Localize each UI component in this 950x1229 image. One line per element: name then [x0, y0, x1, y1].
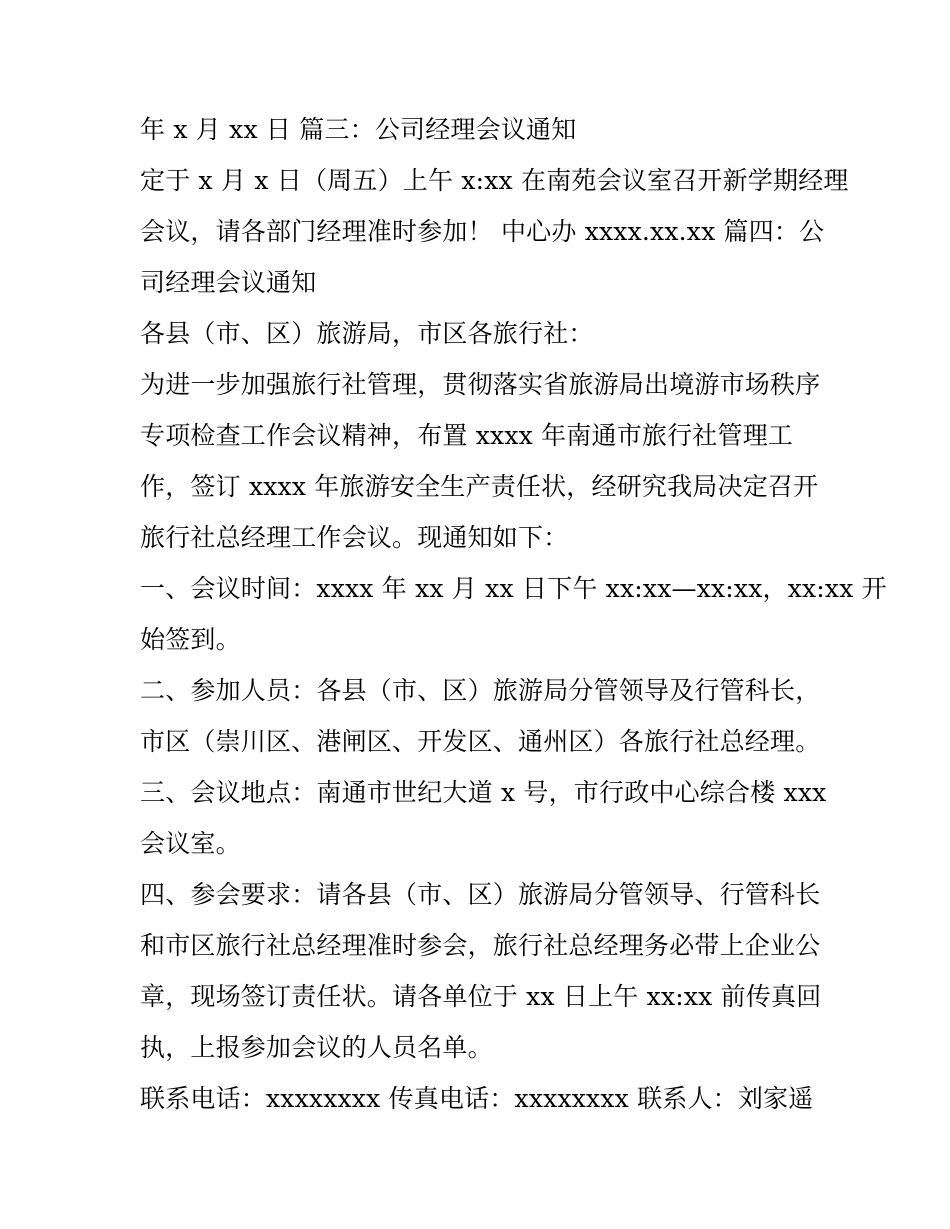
text-line-17: 和市区旅行社总经理准时参会，旅行社总经理务必带上企业公	[140, 931, 821, 960]
text-line-13: 市区（崇川区、港闸区、开发区、通州区）各旅行社总经理。	[140, 727, 821, 756]
text-line-19: 执，上报参加会议的人员名单。	[140, 1033, 493, 1062]
text-line-4: 司经理会议通知	[140, 268, 317, 297]
text-line-7: 专项检查工作会议精神，布置 xxxx 年南通市旅行社管理工	[140, 421, 794, 450]
text-line-9: 旅行社总经理工作会议。现通知如下：	[140, 523, 569, 552]
document-body	[140, 108, 887, 1128]
text-line-6: 为进一步加强旅行社管理，贯彻落实省旅游局出境游市场秩序	[140, 370, 821, 399]
text-line-20: 联系电话：xxxxxxxx 传真电话：xxxxxxxx 联系人：刘家遥	[140, 1084, 814, 1113]
text-line-11: 始签到。	[140, 625, 241, 654]
text-line-14: 三、会议地点：南通市世纪大道 x 号，市行政中心综合楼 xxx	[140, 778, 827, 807]
text-line-15: 会议室。	[140, 829, 241, 858]
text-line-5: 各县（市、区）旅游局，市区各旅行社：	[140, 319, 594, 348]
text-line-2: 定于 x 月 x 日（周五）上午 x:xx 在南苑会议室召开新学期经理	[140, 166, 849, 195]
text-line-18: 章，现场签订责任状。请各单位于 xx 日上午 xx:xx 前传真回	[140, 982, 822, 1011]
text-line-1: 年 x 月 xx 日 篇三：公司经理会议通知	[140, 115, 577, 144]
text-line-16: 四、参会要求：请各县（市、区）旅游局分管领导、行管科长	[140, 880, 821, 909]
text-line-10: 一、会议时间：xxxx 年 xx 月 xx 日下午 xx:xx—xx:xx，xx:xx 开	[140, 574, 887, 603]
text-line-12: 二、参加人员：各县（市、区）旅游局分管领导及行管科长，	[140, 676, 821, 705]
text-line-3: 会议，请各部门经理准时参加！ 中心办 xxxx.xx.xx 篇四：公	[140, 217, 825, 246]
text-line-8: 作，签订 xxxx 年旅游安全生产责任状，经研究我局决定召开	[140, 472, 819, 501]
